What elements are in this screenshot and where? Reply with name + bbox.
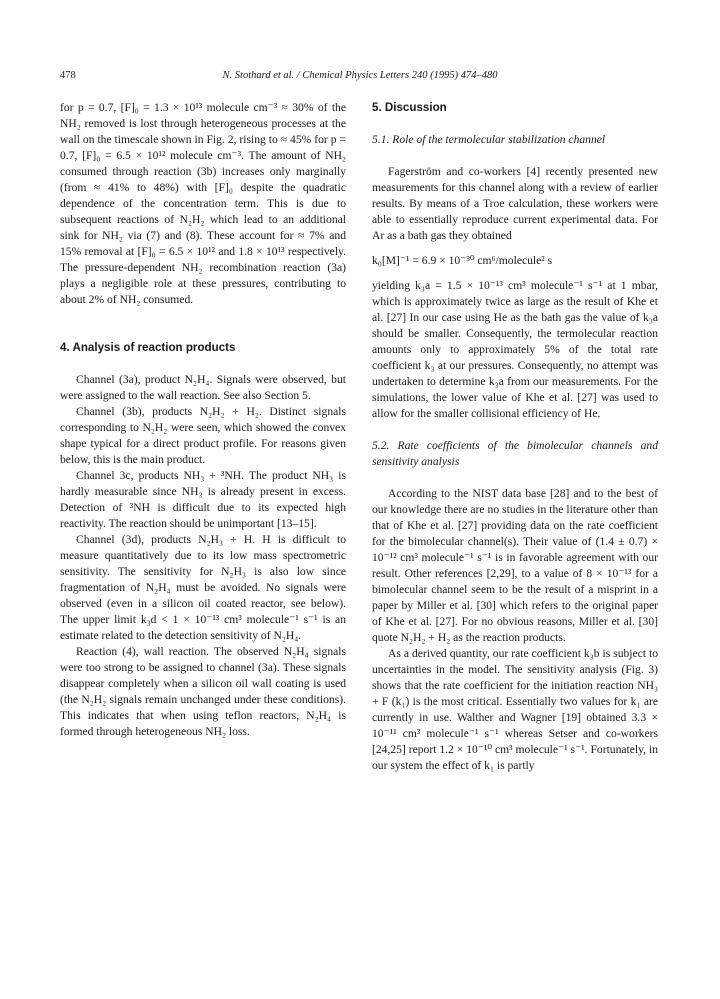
paragraph: for p = 0.7, [F]₀ = 1.3 × 10¹³ molecule cm⁻³ ≈ 30% of the NH₂ removed is lost through heterogeneous processes at the wall on the timescale shown in Fig. 2, rising to ≈ 45% for p = 0.7, [F]₀ = 6.5 × 10¹² molecule cm⁻³. The amount of NH₂ consumed through reaction (3b) increases only marginally (from ≈ 41% to 48%) with [F]₀ despite the quadratic dependence of the concentration term. This is due to subsequent reactions of N₂H₂ which lead to an additional sink for NH₂ via (7) and (8). These account for ≈ 7% and 15% removal at [F]₀ = 6.5 × 10¹² and 1.8 × 10¹³ respectively. The pressure-dependent NH₂ recombination reaction (3a) plays a negligible role at these pressures, contributing to about 2% of NH₂ consumed. <box>60 101 346 306</box>
equation: k₀[M]⁻¹ = 6.9 × 10⁻³⁰ cm⁶/molecule² s <box>372 254 553 267</box>
left-column <box>60 100 346 740</box>
subsection-heading-5-1: 5.1. Role of the termolecular stabilization channel <box>372 133 606 146</box>
paragraph: Reaction (4), wall reaction. The observed N₂H₄ signals were too strong to be assigned to channel (3a). These signals disappear completely when a silicon oil wall coating is used (the N₂H₂ signals remain unchanged under these conditions). This indicates that when using teflon reactors, N₂H₄ is formed through heterogeneous NH₂ loss. <box>60 645 346 738</box>
page-header <box>60 70 660 86</box>
paragraph: Fagerström and co-workers [4] recently presented new measurements for this channel along with a review of earlier results. By means of a Troe calculation, these workers were able to essentially reproduce current experimental data. For Ar as a bath gas they obtained <box>372 165 658 242</box>
section-heading-5: 5. Discussion <box>372 101 447 114</box>
paragraph: As a derived quantity, our rate coefficient k₃b is subject to uncertainties in the model. The sensitivity analysis (Fig. 3) shows that the rate coefficient for the initiation reaction NH₃ + F (k₁) is the most critical. Essentially two values for k₁ are currently in use. Walther and Wagner [19] obtained 3.3 × 10⁻¹¹ cm³ molecule⁻¹ s⁻¹ whereas Setser and co-workers [24,25] report 1.2 × 10⁻¹⁰ cm³ molecule⁻¹ s⁻¹. Fortunately, in our system the effect of k₁ is partly <box>372 647 658 772</box>
paragraph: Channel (3a), product N₂H₄. Signals were observed, but were assigned to the wall reaction. See also Section 5. <box>60 373 346 402</box>
paragraph: Channel (3d), products N₂H₃ + H. H is difficult to measure quantitatively due to its low mass spectrometric sensitivity. The sensitivity for N₂H₃ is also low since fragmentation of N₂H₄ must be avoided. No signals were observed (even in a silicon oil coated reactor, see below). The upper limit k₃d < 1 × 10⁻¹³ cm³ molecule⁻¹ s⁻¹ is an estimate related to the detection sensitivity of N₂H₄. <box>60 533 346 642</box>
paragraph: According to the NIST data base [28] and to the best of our knowledge there are no studies in the literature other than that of Khe et al. [27] providing data on the rate coefficient for the bimolecular channel(s). Their value of (1.4 ± 0.7) × 10⁻¹² cm³ molecule⁻¹ s⁻¹ is in favorable agreement with our result. Other references [2,29], to a value of 8 × 10⁻¹³ for a bimolecular channel seem to be the result of a misprint in a paper by Miller et al. [30] which refers to the original paper of Khe et al. [27]. For no obvious reasons, Miller et al. [30] quote N₂H₂ + H₂ as the reaction products. <box>372 487 658 644</box>
right-column <box>372 100 658 774</box>
section-heading-4: 4. Analysis of reaction products <box>60 341 236 354</box>
page-number: 478 <box>60 70 76 81</box>
paragraph: Channel 3c, products NH₃ + ³NH. The product NH₃ is hardly measurable since NH₃ is already present in excess. Detection of ³NH is difficult due to its expected high reactivity. The reaction should be unimportant [13–15]. <box>60 469 346 530</box>
running-title: N. Stothard et al. / Chemical Physics Letters 240 (1995) 474–480 <box>222 70 498 81</box>
subsection-heading-5-2: 5.2. Rate coefficients of the bimolecular channels and sensitivity analysis <box>372 439 658 468</box>
paragraph: Channel (3b), products N₂H₂ + H₂. Distinct signals corresponding to N₂H₂ were seen, which showed the convex shape typical for a direct product profile. For reasons given below, this is the main product. <box>60 405 346 466</box>
paragraph: yielding k₃a = 1.5 × 10⁻¹³ cm³ molecule⁻¹ s⁻¹ at 1 mbar, which is approximately twice as large as the result of Khe et al. [27] In our case using He as the bath gas the value of k₃a should be smaller. Consequently, the termolecular reaction amounts only to approximately 5% of the total rate coefficient k₃ at our pressures. Consequently, no attempt was undertaken to determine k₃a from our measurements. For the simulations, the lower value of Khe et al. [27] was used to allow for the smaller collisional efficiency of He. <box>372 279 658 420</box>
